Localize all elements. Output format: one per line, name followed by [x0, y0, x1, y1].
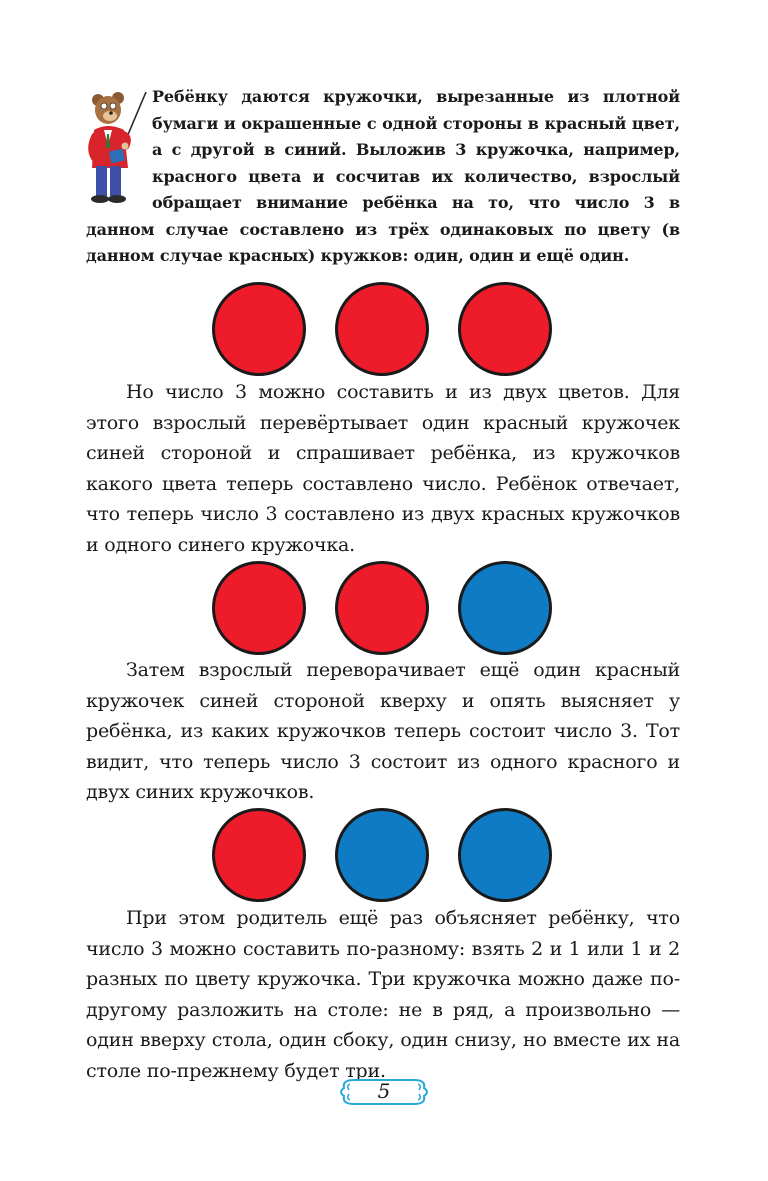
paragraph-two-colors: Но число 3 можно составить и из двух цветов. Для этого взрослый перевёртывает один красный кружочек синей стороной и спрашивает ребёнка, из кружочков какого цвета теперь составлено число. Ребёнок отвечает, что теперь число 3 составлено из двух красных кружочков и одного синего кружочка. — [86, 381, 680, 556]
teacher-mascot-icon — [84, 86, 148, 208]
page-number-text: 5 — [377, 1079, 391, 1103]
circle-row-1 — [212, 282, 552, 378]
intro-paragraph: Ребёнку даются кружочки, вырезанные из плотной бумаги и окрашенные с одной стороны в красный цвет, а с другой в синий. Выложив 3 кружочка, например, красного цвета и сосчитав их количество, взрослый обращает внимание ребёнка на то, что число 3 в данном случае составлено из трёх одинаковых по цвету (в данном случае красных) кружков: один, один и ещё один. — [86, 87, 680, 265]
page-number — [336, 1074, 432, 1110]
circle-row-2 — [212, 561, 552, 657]
red-circle — [458, 282, 552, 376]
circle-row-3 — [212, 808, 552, 904]
paragraph-flip-again: Затем взрослый переворачивает ещё один красный кружочек синей стороной кверху и опять выясняет у ребёнка, из каких кружочков теперь состоит число 3. Тот видит, что теперь число 3 состоит из одного красного и двух синих кружочков. — [86, 659, 680, 803]
paragraph-conclusion: При этом родитель ещё раз объясняет ребёнку, что число 3 можно составить по-разному: взять 2 и 1 или 1 и 2 разных по цвету кружочка. Три кружочка можно даже по-другому разложить на столе: не в ряд, а произвольно — один вверху стола, один сбоку, один снизу, но вместе их на столе по-прежнему будет три. — [86, 907, 680, 1082]
red-circle — [335, 282, 429, 376]
blue-circle — [458, 561, 552, 655]
red-circle — [335, 561, 429, 655]
blue-circle — [335, 808, 429, 902]
red-circle — [212, 282, 306, 376]
red-circle — [212, 808, 306, 902]
intro-block — [86, 84, 680, 270]
blue-circle — [458, 808, 552, 902]
red-circle — [212, 561, 306, 655]
